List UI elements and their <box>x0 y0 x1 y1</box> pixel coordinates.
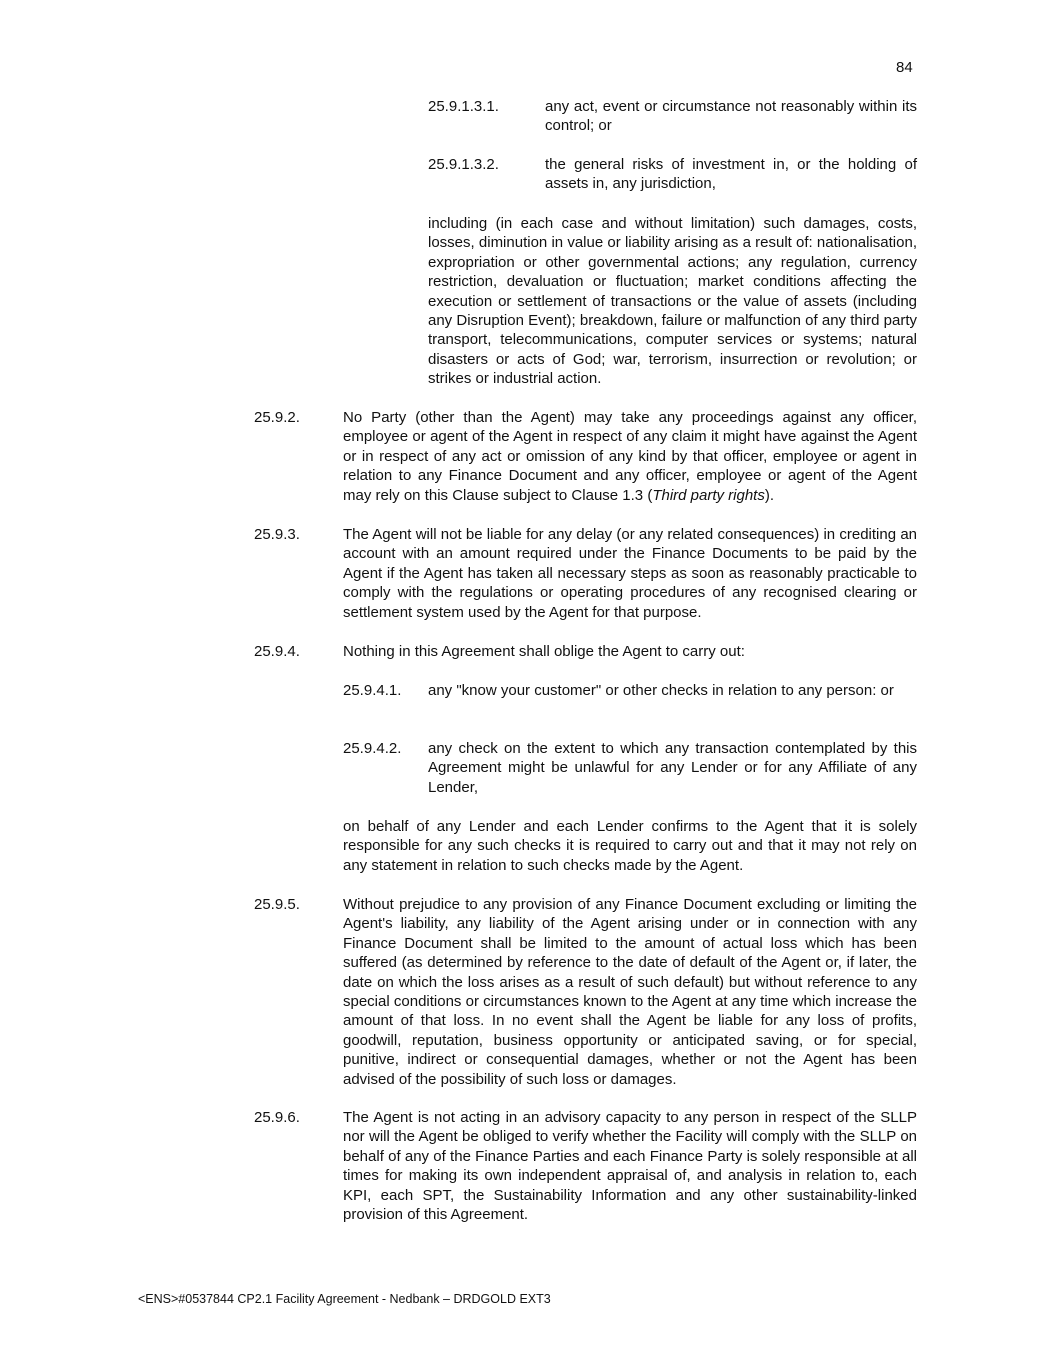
clause-text: any act, event or circumstance not reasonably within its control; or <box>545 98 917 135</box>
clause-number: 25.9.3. <box>254 526 300 543</box>
clause-number: 25.9.1.3.1. <box>428 98 499 115</box>
clause-continuation: including (in each case and without limitation) such damages, costs, losses, diminution in value or liability arising as a result of: nationalisation, expropriation or other governmental actions; any regulation, currency restriction, devaluation or fluctuation; market conditions affecting the execution or settlement of transactions or the value of assets (including any Disruption Event); breakdown, failure or malfunction of any third party transport, telecommunications, computer services or systems; natural disasters or acts of God; war, terrorism, insurrection or revolution; or strikes or industrial action. <box>428 215 917 388</box>
clause-text: Nothing in this Agreement shall oblige the Agent to carry out: <box>343 643 745 660</box>
clause-number: 25.9.6. <box>254 1109 300 1126</box>
clause-text <box>343 408 917 505</box>
clause-text: the general risks of investment in, or the holding of assets in, any jurisdiction, <box>545 156 917 193</box>
clause-text: any "know your customer" or other checks in relation to any person: or <box>428 682 894 699</box>
clause-number: 25.9.1.3.2. <box>428 156 499 173</box>
clause-text: The Agent is not acting in an advisory capacity to any person in respect of the SLLP nor will the Agent be obliged to verify whether the Facility will comply with the SLLP on behalf of any of the Finance Parties and each Finance Party is solely responsible at all times for making its own independent appraisal of, and analysis in relation to, each KPI, each SPT, the Sustainability Information and any other sustainability-linked provision of this Agreement. <box>343 1109 917 1224</box>
cross-reference-title: Third party rights <box>652 486 765 504</box>
clause-number: 25.9.4. <box>254 643 300 660</box>
clause-text: The Agent will not be liable for any delay (or any related consequences) in crediting an account with an amount required under the Finance Documents to be paid by the Agent if the Agent has taken all necessary steps as soon as reasonably practicable to comply with the regulations or operating procedures of any recognised clearing or settlement system used by the Agent for that purpose. <box>343 526 917 621</box>
clause-text-part: No Party (other than the Agent) may take any proceedings against any officer, employee or agent of the Agent in respect of any claim it might have against the Agent or in respect of any act or omission of any kind by that officer, employee or agent in relation to any Finance Document and any officer, employee or agent of the Agent may rely on this Clause subject to Clause 1.3 ( <box>343 409 917 504</box>
clause-number: 25.9.4.1. <box>343 682 402 699</box>
clause-number: 25.9.4.2. <box>343 740 402 757</box>
clause-number: 25.9.2. <box>254 409 300 426</box>
page-number: 84 <box>896 59 913 76</box>
clause-text-part: ). <box>764 486 775 504</box>
clause-text: Without prejudice to any provision of any Finance Document excluding or limiting the Agent's liability, any liability of the Agent arising under or in connection with any Finance Document shall be limited to the amount of actual loss which has been suffered (as determined by reference to the date of default of the Agent or, if later, the date on which the loss arises as a result of such default) but without reference to any special conditions or circumstances known to the Agent at any time which increase the amount of that loss. In no event shall the Agent be liable for any loss of profits, goodwill, reputation, business opportunity or anticipated saving, or for special, punitive, indirect or consequential damages, whether or not the Agent has been advised of the possibility of such loss or damages. <box>343 896 917 1088</box>
clause-number: 25.9.5. <box>254 896 300 913</box>
document-footer: <ENS>#0537844 CP2.1 Facility Agreement - Nedbank – DRDGOLD EXT3 <box>138 1292 551 1306</box>
clause-continuation: on behalf of any Lender and each Lender confirms to the Agent that it is solely responsible for any such checks it is required to carry out and that it may not rely on any statement in relation to such checks made by the Agent. <box>343 818 917 874</box>
clause-text: any check on the extent to which any transaction contemplated by this Agreement might be unlawful for any Lender or for any Affiliate of any Lender, <box>428 740 917 796</box>
